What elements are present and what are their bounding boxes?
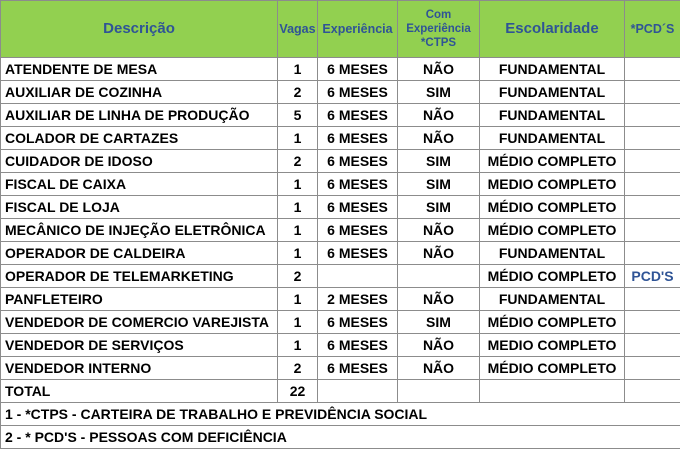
cell-pcd xyxy=(625,311,680,334)
empty-cell xyxy=(398,380,480,403)
cell-vagas: 1 xyxy=(278,219,318,242)
cell-ctps: NÃO xyxy=(398,127,480,150)
cell-vagas: 1 xyxy=(278,127,318,150)
header-vagas: Vagas xyxy=(278,1,318,58)
cell-ctps: NÃO xyxy=(398,288,480,311)
cell-experiencia: 6 MESES xyxy=(318,242,398,265)
cell-experiencia: 6 MESES xyxy=(318,173,398,196)
table-row xyxy=(1,81,680,104)
cell-ctps: SIM xyxy=(398,196,480,219)
cell-vagas: 2 xyxy=(278,81,318,104)
cell-escolaridade: MÉDIO COMPLETO xyxy=(480,311,625,334)
table-row xyxy=(1,58,680,81)
cell-pcd xyxy=(625,81,680,104)
header-row xyxy=(1,1,680,58)
cell-escolaridade: FUNDAMENTAL xyxy=(480,104,625,127)
cell-vagas: 1 xyxy=(278,196,318,219)
table-row xyxy=(1,196,680,219)
cell-descricao: VENDEDOR INTERNO xyxy=(1,357,278,380)
empty-cell xyxy=(318,380,398,403)
cell-pcd xyxy=(625,219,680,242)
table-row xyxy=(1,334,680,357)
cell-escolaridade: FUNDAMENTAL xyxy=(480,58,625,81)
cell-ctps: SIM xyxy=(398,173,480,196)
cell-ctps: SIM xyxy=(398,150,480,173)
empty-cell xyxy=(625,403,680,426)
cell-pcd xyxy=(625,127,680,150)
cell-experiencia: 6 MESES xyxy=(318,58,398,81)
cell-experiencia: 6 MESES xyxy=(318,104,398,127)
total-label: TOTAL xyxy=(1,380,278,403)
empty-cell xyxy=(625,426,680,449)
footnote-row xyxy=(1,426,680,449)
cell-vagas: 1 xyxy=(278,242,318,265)
cell-vagas: 5 xyxy=(278,104,318,127)
table-row xyxy=(1,265,680,288)
total-row xyxy=(1,380,680,403)
cell-escolaridade: MÉDIO COMPLETO xyxy=(480,150,625,173)
cell-descricao: VENDEDOR DE COMERCIO VAREJISTA xyxy=(1,311,278,334)
cell-ctps: NÃO xyxy=(398,104,480,127)
cell-descricao: AUXILIAR DE LINHA DE PRODUÇÃO xyxy=(1,104,278,127)
cell-escolaridade: FUNDAMENTAL xyxy=(480,288,625,311)
cell-pcd: PCD'S xyxy=(625,265,680,288)
cell-descricao: PANFLETEIRO xyxy=(1,288,278,311)
cell-pcd xyxy=(625,58,680,81)
cell-experiencia: 6 MESES xyxy=(318,127,398,150)
cell-pcd xyxy=(625,242,680,265)
table-row xyxy=(1,311,680,334)
table-row xyxy=(1,219,680,242)
header-com-experiencia-ctps: Com Experiência *CTPS xyxy=(398,1,480,58)
cell-pcd xyxy=(625,288,680,311)
cell-ctps: SIM xyxy=(398,81,480,104)
cell-escolaridade: FUNDAMENTAL xyxy=(480,242,625,265)
cell-vagas: 1 xyxy=(278,58,318,81)
cell-descricao: AUXILIAR DE COZINHA xyxy=(1,81,278,104)
cell-descricao: FISCAL DE CAIXA xyxy=(1,173,278,196)
table-row xyxy=(1,357,680,380)
header-descricao: Descrição xyxy=(1,1,278,58)
cell-experiencia xyxy=(318,265,398,288)
cell-experiencia: 6 MESES xyxy=(318,150,398,173)
cell-ctps: NÃO xyxy=(398,357,480,380)
cell-descricao: OPERADOR DE CALDEIRA xyxy=(1,242,278,265)
empty-cell xyxy=(625,380,680,403)
cell-pcd xyxy=(625,150,680,173)
cell-pcd xyxy=(625,173,680,196)
header-pcd: *PCD´S xyxy=(625,1,680,58)
cell-ctps: SIM xyxy=(398,311,480,334)
cell-ctps xyxy=(398,265,480,288)
cell-descricao: FISCAL DE LOJA xyxy=(1,196,278,219)
cell-pcd xyxy=(625,357,680,380)
cell-escolaridade: MEDIO COMPLETO xyxy=(480,173,625,196)
cell-descricao: OPERADOR DE TELEMARKETING xyxy=(1,265,278,288)
cell-escolaridade: FUNDAMENTAL xyxy=(480,127,625,150)
cell-descricao: VENDEDOR DE SERVIÇOS xyxy=(1,334,278,357)
footnote-row xyxy=(1,403,680,426)
cell-pcd xyxy=(625,334,680,357)
empty-cell xyxy=(480,380,625,403)
cell-escolaridade: MEDIO COMPLETO xyxy=(480,334,625,357)
table-row xyxy=(1,242,680,265)
cell-vagas: 1 xyxy=(278,334,318,357)
cell-escolaridade: MÉDIO COMPLETO xyxy=(480,265,625,288)
cell-vagas: 2 xyxy=(278,265,318,288)
table-row xyxy=(1,104,680,127)
cell-descricao: CUIDADOR DE IDOSO xyxy=(1,150,278,173)
cell-vagas: 2 xyxy=(278,357,318,380)
table-row xyxy=(1,127,680,150)
cell-escolaridade: MÉDIO COMPLETO xyxy=(480,219,625,242)
cell-experiencia: 2 MESES xyxy=(318,288,398,311)
cell-pcd xyxy=(625,196,680,219)
cell-escolaridade: MÉDIO COMPLETO xyxy=(480,196,625,219)
footnote-text: 2 - * PCD'S - PESSOAS COM DEFICIÊNCIA xyxy=(1,426,625,449)
cell-experiencia: 6 MESES xyxy=(318,196,398,219)
cell-experiencia: 6 MESES xyxy=(318,219,398,242)
cell-vagas: 1 xyxy=(278,311,318,334)
table-row xyxy=(1,150,680,173)
cell-escolaridade: FUNDAMENTAL xyxy=(480,81,625,104)
header-experiencia: Experiência xyxy=(318,1,398,58)
cell-descricao: MECÂNICO DE INJEÇÃO ELETRÔNICA xyxy=(1,219,278,242)
cell-ctps: NÃO xyxy=(398,58,480,81)
cell-experiencia: 6 MESES xyxy=(318,334,398,357)
footnote-text: 1 - *CTPS - CARTEIRA DE TRABALHO E PREVIDÊNCIA SOCIAL xyxy=(1,403,625,426)
cell-escolaridade: MÉDIO COMPLETO xyxy=(480,357,625,380)
cell-experiencia: 6 MESES xyxy=(318,357,398,380)
cell-vagas: 2 xyxy=(278,150,318,173)
table-row xyxy=(1,173,680,196)
cell-descricao: COLADOR DE CARTAZES xyxy=(1,127,278,150)
table-row xyxy=(1,288,680,311)
cell-vagas: 1 xyxy=(278,173,318,196)
header-escolaridade: Escolaridade xyxy=(480,1,625,58)
cell-experiencia: 6 MESES xyxy=(318,81,398,104)
cell-ctps: NÃO xyxy=(398,334,480,357)
cell-experiencia: 6 MESES xyxy=(318,311,398,334)
cell-ctps: NÃO xyxy=(398,242,480,265)
total-vagas: 22 xyxy=(278,380,318,403)
cell-vagas: 1 xyxy=(278,288,318,311)
cell-ctps: NÃO xyxy=(398,219,480,242)
cell-descricao: ATENDENTE DE MESA xyxy=(1,58,278,81)
cell-pcd xyxy=(625,104,680,127)
